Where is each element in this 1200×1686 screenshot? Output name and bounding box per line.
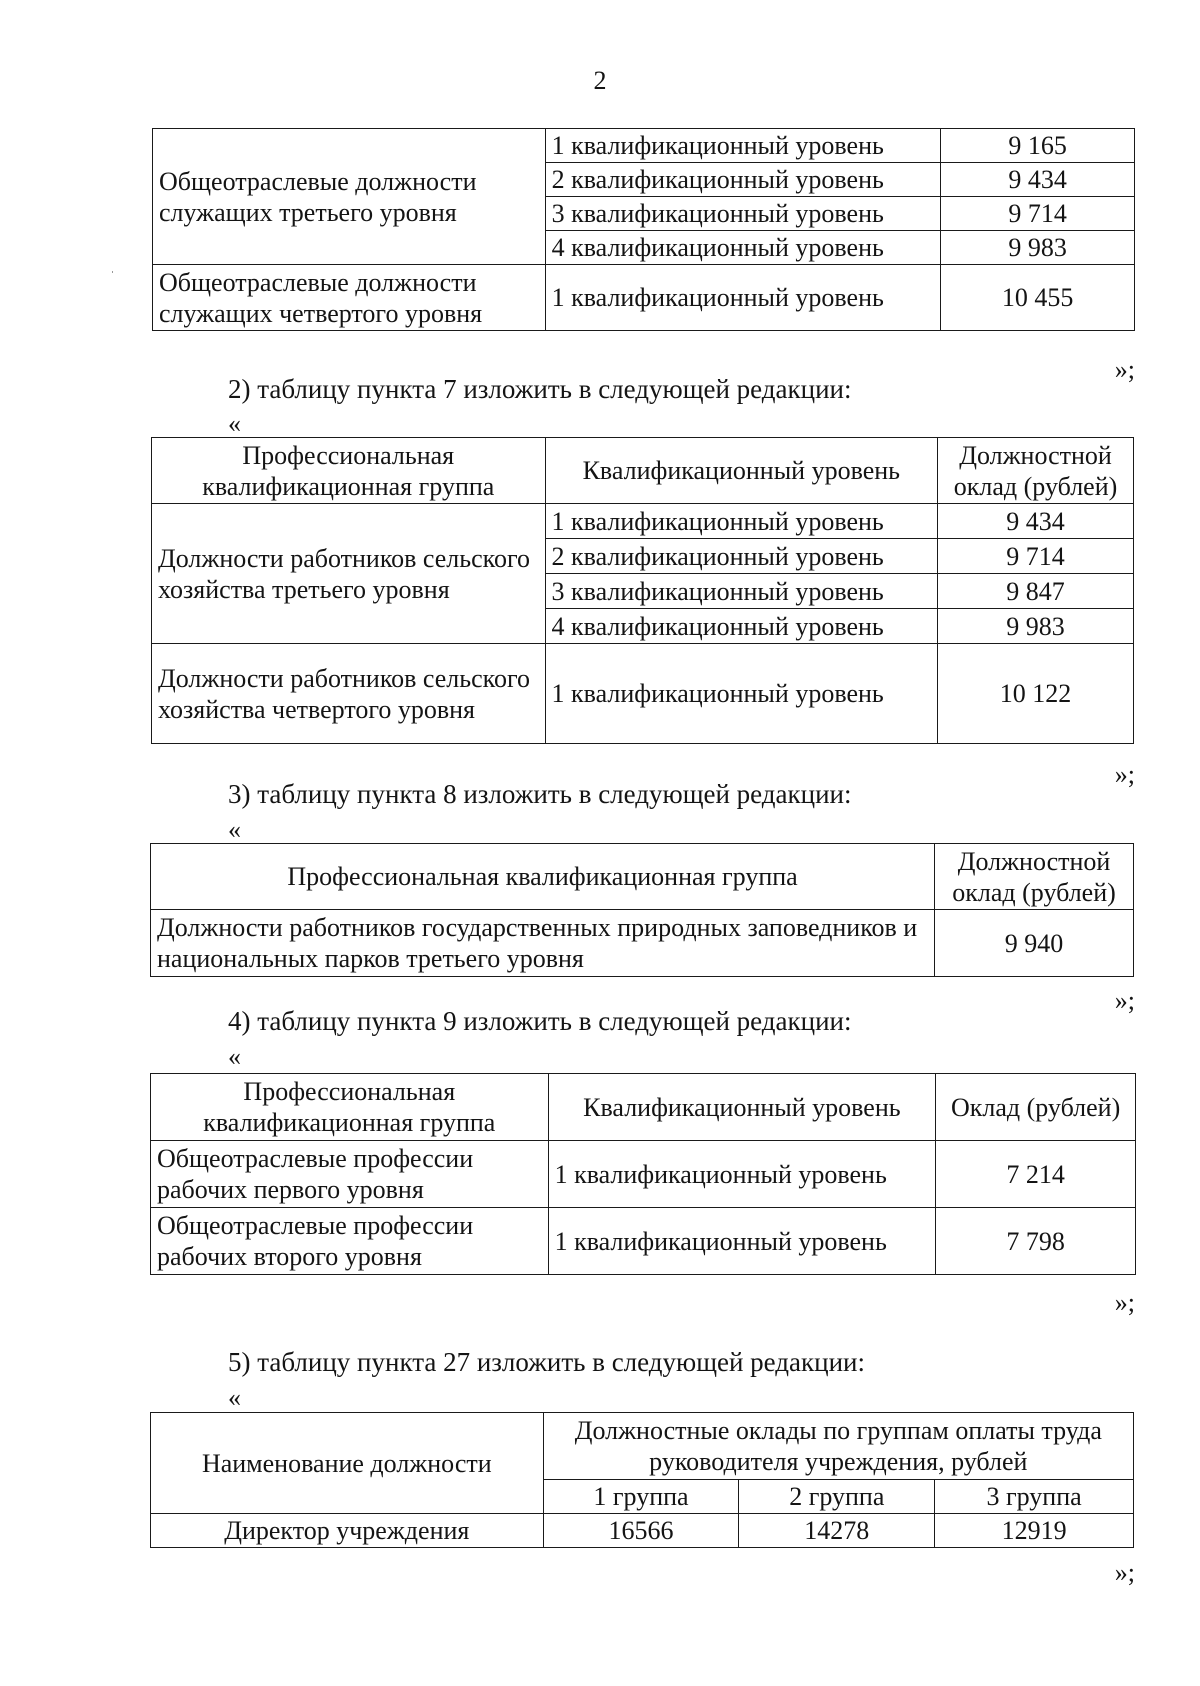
- scan-mark: [112, 271, 113, 273]
- table-directors: [150, 1412, 1134, 1548]
- page-number: 2: [593, 66, 607, 95]
- level-cell: 1 квалификационный уровень: [545, 644, 938, 744]
- group-3-header: 3 группа: [935, 1480, 1134, 1514]
- value-cell: 12919: [935, 1514, 1134, 1548]
- salary-cell: 10 455: [941, 265, 1135, 331]
- closing-quote: »;: [1114, 986, 1135, 1015]
- level-cell: 4 квалификационный уровень: [545, 231, 941, 265]
- salary-cell: 9 434: [941, 163, 1135, 197]
- header-group: Профессиональная квалификационная группа: [151, 1074, 549, 1141]
- section-intro-2: 2) таблицу пункта 7 изложить в следующей редакции:: [228, 374, 852, 404]
- group-cell: Должности работников сельского хозяйства четвертого уровня: [152, 644, 546, 744]
- table-row: [151, 1208, 1136, 1275]
- salary-cell: 9 714: [938, 539, 1134, 574]
- group-cell: Общеотраслевые должности служащих третьего уровня: [153, 129, 546, 265]
- header-level: Квалификационный уровень: [545, 438, 938, 504]
- opening-quote: «: [228, 409, 241, 438]
- opening-quote: «: [228, 1383, 241, 1412]
- salary-cell: 9 983: [941, 231, 1135, 265]
- level-cell: 1 квалификационный уровень: [548, 1208, 936, 1275]
- group-cell: Общеотраслевые должности служащих четвертого уровня: [153, 265, 546, 331]
- table-row: [152, 504, 1134, 539]
- table-row: [153, 265, 1135, 331]
- level-cell: 4 квалификационный уровень: [545, 609, 938, 644]
- table-header-row: [152, 438, 1134, 504]
- header-level: Квалификационный уровень: [548, 1074, 936, 1141]
- table-row: [151, 910, 1134, 977]
- level-cell: 1 квалификационный уровень: [545, 265, 941, 331]
- level-cell: 3 квалификационный уровень: [545, 197, 941, 231]
- table-workers: [150, 1073, 1136, 1275]
- group-cell: Должности работников государственных природных заповедников и национальных парков третьего уровня: [151, 910, 935, 977]
- salary-cell: 9 940: [935, 910, 1134, 977]
- closing-quote: »;: [1114, 355, 1135, 384]
- group-cell: Общеотраслевые профессии рабочих первого уровня: [151, 1141, 549, 1208]
- value-cell: 16566: [543, 1514, 739, 1548]
- position-cell: Директор учреждения: [151, 1514, 544, 1548]
- opening-quote: «: [228, 815, 241, 844]
- salary-cell: 9 983: [938, 609, 1134, 644]
- closing-quote: »;: [1114, 1288, 1135, 1317]
- section-intro-3: 3) таблицу пункта 8 изложить в следующей редакции:: [228, 779, 852, 809]
- level-cell: 1 квалификационный уровень: [545, 129, 941, 163]
- table-row: [152, 644, 1134, 744]
- table-row: [151, 1514, 1134, 1548]
- header-groups: Должностные оклады по группам оплаты труда руководителя учреждения, рублей: [543, 1413, 1133, 1480]
- section-intro-4: 4) таблицу пункта 9 изложить в следующей редакции:: [228, 1006, 852, 1036]
- section-intro-5: 5) таблицу пункта 27 изложить в следующей редакции:: [228, 1347, 865, 1377]
- table-header-row: [151, 844, 1134, 910]
- table-header-row: [151, 1413, 1134, 1480]
- salary-cell: 9 847: [938, 574, 1134, 609]
- level-cell: 1 квалификационный уровень: [545, 504, 938, 539]
- table-agriculture: [151, 437, 1134, 744]
- salary-cell: 7 214: [936, 1141, 1136, 1208]
- closing-quote: »;: [1114, 760, 1135, 789]
- salary-cell: 9 434: [938, 504, 1134, 539]
- salary-cell: 9 165: [941, 129, 1135, 163]
- group-1-header: 1 группа: [543, 1480, 739, 1514]
- table-header-row: [151, 1074, 1136, 1141]
- header-salary: Оклад (рублей): [936, 1074, 1136, 1141]
- opening-quote: «: [228, 1042, 241, 1071]
- header-salary: Должностной оклад (рублей): [938, 438, 1134, 504]
- level-cell: 1 квалификационный уровень: [548, 1141, 936, 1208]
- group-cell: Общеотраслевые профессии рабочих второго уровня: [151, 1208, 549, 1275]
- header-position: Наименование должности: [151, 1413, 544, 1514]
- closing-quote: »;: [1114, 1558, 1135, 1587]
- header-salary: Должностной оклад (рублей): [935, 844, 1134, 910]
- table-row: [153, 129, 1135, 163]
- table-row: [151, 1141, 1136, 1208]
- salary-cell: 7 798: [936, 1208, 1136, 1275]
- level-cell: 3 квалификационный уровень: [545, 574, 938, 609]
- header-group: Профессиональная квалификационная группа: [151, 844, 935, 910]
- level-cell: 2 квалификационный уровень: [545, 163, 941, 197]
- group-2-header: 2 группа: [739, 1480, 935, 1514]
- header-group: Профессиональная квалификационная группа: [152, 438, 546, 504]
- value-cell: 14278: [739, 1514, 935, 1548]
- salary-cell: 9 714: [941, 197, 1135, 231]
- table-reserves: [150, 843, 1134, 977]
- salary-cell: 10 122: [938, 644, 1134, 744]
- group-cell: Должности работников сельского хозяйства третьего уровня: [152, 504, 546, 644]
- level-cell: 2 квалификационный уровень: [545, 539, 938, 574]
- table-employees-levels: [152, 128, 1135, 331]
